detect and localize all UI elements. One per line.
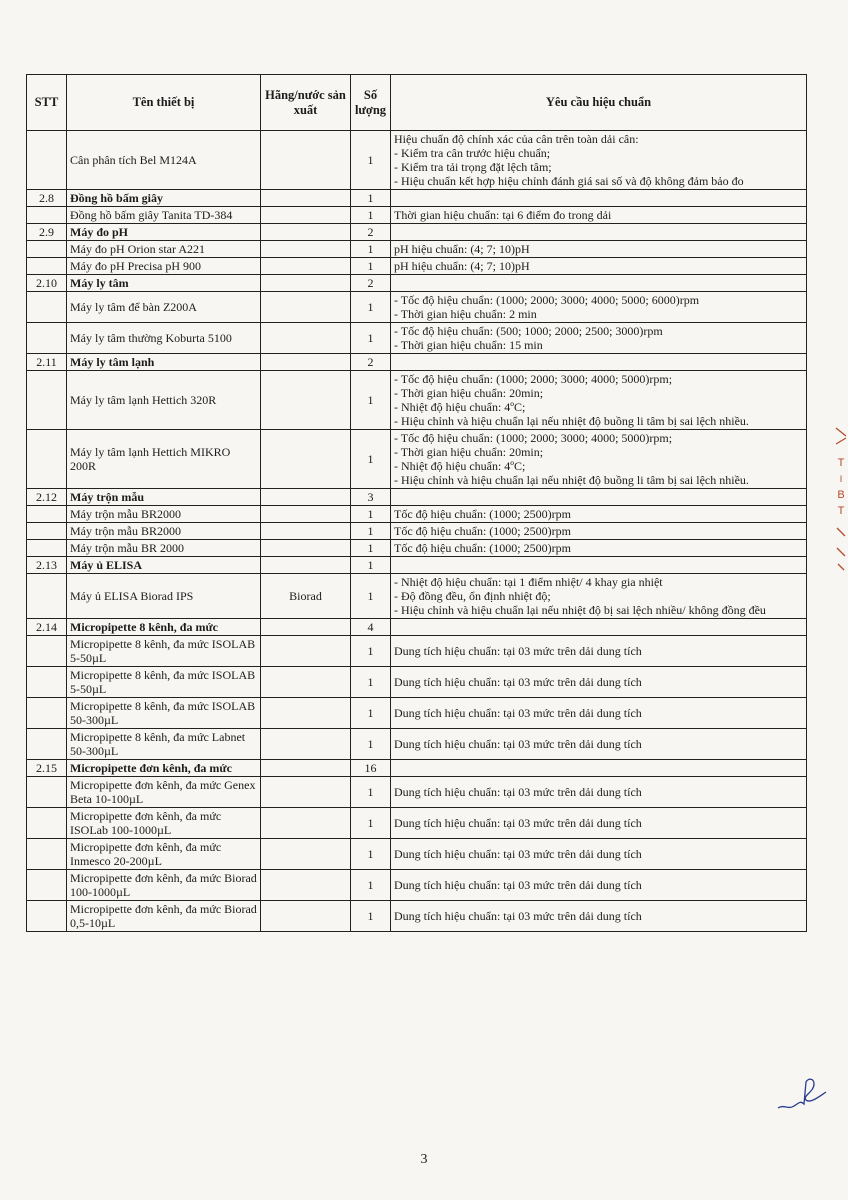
row-manufacturer bbox=[261, 901, 351, 932]
requirement-line: Tốc độ hiệu chuẩn: (1000; 2500)rpm bbox=[394, 524, 571, 538]
requirement-line: Dung tích hiệu chuẩn: tại 03 mức trên dải dung tích bbox=[394, 878, 642, 892]
row-device-name: Micropipette đơn kênh, đa mức Genex Beta 10-100µL bbox=[67, 777, 261, 808]
row-requirements bbox=[391, 523, 807, 540]
header-manufacturer: Hãng/nước sản xuất bbox=[261, 75, 351, 131]
requirement-line: - Thời gian hiệu chuẩn: 15 min bbox=[394, 338, 543, 352]
requirement-line: - Thời gian hiệu chuẩn: 20min; bbox=[394, 445, 544, 459]
row-stt bbox=[27, 292, 67, 323]
row-stt bbox=[27, 729, 67, 760]
table-row bbox=[27, 729, 807, 760]
table-header-row bbox=[27, 75, 807, 131]
side-stamp-mark bbox=[834, 424, 848, 578]
table-row bbox=[27, 777, 807, 808]
row-manufacturer bbox=[261, 323, 351, 354]
row-manufacturer bbox=[261, 506, 351, 523]
row-requirements bbox=[391, 506, 807, 523]
group-row bbox=[27, 557, 807, 574]
row-manufacturer bbox=[261, 523, 351, 540]
requirement-line: - Nhiệt độ hiệu chuẩn: tại 1 điểm nhiệt/ 4 khay gia nhiệt bbox=[394, 575, 663, 589]
row-quantity: 1 bbox=[351, 729, 391, 760]
row-device-name: Cân phân tích Bel M124A bbox=[67, 131, 261, 190]
row-quantity: 1 bbox=[351, 241, 391, 258]
requirement-line: - Thời gian hiệu chuẩn: 2 min bbox=[394, 307, 537, 321]
row-quantity: 1 bbox=[351, 258, 391, 275]
row-requirements bbox=[391, 430, 807, 489]
requirement-line: Dung tích hiệu chuẩn: tại 03 mức trên dải dung tích bbox=[394, 847, 642, 861]
table-row bbox=[27, 292, 807, 323]
requirement-line: - Độ đồng đều, ổn định nhiệt độ; bbox=[394, 589, 551, 603]
row-manufacturer bbox=[261, 258, 351, 275]
row-device-name: Máy trộn mẫu BR2000 bbox=[67, 506, 261, 523]
row-requirements bbox=[391, 292, 807, 323]
row-stt bbox=[27, 574, 67, 619]
table-row bbox=[27, 430, 807, 489]
row-quantity: 1 bbox=[351, 574, 391, 619]
row-manufacturer bbox=[261, 354, 351, 371]
row-requirements bbox=[391, 224, 807, 241]
row-device-name: Micropipette 8 kênh, đa mức ISOLAB 50-300µL bbox=[67, 698, 261, 729]
row-stt bbox=[27, 371, 67, 430]
table-row bbox=[27, 698, 807, 729]
requirement-line: - Hiệu chỉnh và hiệu chuẩn lại nếu nhiệt độ buồng li tâm bị sai lệch nhiều. bbox=[394, 414, 749, 428]
row-requirements bbox=[391, 839, 807, 870]
row-quantity: 1 bbox=[351, 540, 391, 557]
initials-signature bbox=[770, 1074, 830, 1119]
row-requirements bbox=[391, 190, 807, 207]
row-device-name: Đồng hồ bấm giây bbox=[67, 190, 261, 207]
row-requirements bbox=[391, 131, 807, 190]
row-stt bbox=[27, 839, 67, 870]
table-row bbox=[27, 808, 807, 839]
requirement-line: - Tốc độ hiệu chuẩn: (500; 1000; 2000; 2500; 3000)rpm bbox=[394, 324, 663, 338]
row-device-name: Micropipette 8 kênh, đa mức Labnet 50-300µL bbox=[67, 729, 261, 760]
table-row bbox=[27, 131, 807, 190]
table-row bbox=[27, 523, 807, 540]
group-row bbox=[27, 275, 807, 292]
requirement-line: - Tốc độ hiệu chuẩn: (1000; 2000; 3000; 4000; 5000)rpm; bbox=[394, 372, 673, 386]
header-quantity: Số lượng bbox=[351, 75, 391, 131]
row-manufacturer bbox=[261, 698, 351, 729]
table-row bbox=[27, 574, 807, 619]
row-stt: 2.12 bbox=[27, 489, 67, 506]
row-requirements bbox=[391, 258, 807, 275]
row-device-name: Micropipette đơn kênh, đa mức ISOLab 100-1000µL bbox=[67, 808, 261, 839]
row-device-name: Máy trộn mẫu bbox=[67, 489, 261, 506]
row-stt bbox=[27, 698, 67, 729]
row-manufacturer bbox=[261, 540, 351, 557]
requirement-line: Thời gian hiệu chuẩn: tại 6 điểm đo trong dải bbox=[394, 208, 612, 222]
row-requirements bbox=[391, 489, 807, 506]
table-row bbox=[27, 901, 807, 932]
row-quantity: 16 bbox=[351, 760, 391, 777]
row-quantity: 2 bbox=[351, 275, 391, 292]
row-quantity: 1 bbox=[351, 371, 391, 430]
row-device-name: Máy ly tâm bbox=[67, 275, 261, 292]
row-stt: 2.14 bbox=[27, 619, 67, 636]
row-stt bbox=[27, 506, 67, 523]
row-quantity: 1 bbox=[351, 557, 391, 574]
table-row bbox=[27, 839, 807, 870]
row-stt bbox=[27, 430, 67, 489]
group-row bbox=[27, 760, 807, 777]
row-quantity: 1 bbox=[351, 430, 391, 489]
requirement-line: - Tốc độ hiệu chuẩn: (1000; 2000; 3000; 4000; 5000)rpm; bbox=[394, 431, 673, 445]
document-page bbox=[26, 74, 806, 932]
row-requirements bbox=[391, 729, 807, 760]
row-quantity: 2 bbox=[351, 224, 391, 241]
group-row bbox=[27, 190, 807, 207]
row-device-name: Máy ly tâm lạnh Hettich MIKRO 200R bbox=[67, 430, 261, 489]
header-device-name: Tên thiết bị bbox=[67, 75, 261, 131]
row-manufacturer bbox=[261, 636, 351, 667]
row-device-name: Micropipette đơn kênh, đa mức Biorad 0,5-10µL bbox=[67, 901, 261, 932]
row-stt: 2.8 bbox=[27, 190, 67, 207]
row-manufacturer bbox=[261, 430, 351, 489]
requirement-line: Dung tích hiệu chuẩn: tại 03 mức trên dải dung tích bbox=[394, 644, 642, 658]
row-stt: 2.15 bbox=[27, 760, 67, 777]
table-row bbox=[27, 371, 807, 430]
row-stt: 2.9 bbox=[27, 224, 67, 241]
row-stt: 2.10 bbox=[27, 275, 67, 292]
row-device-name: Máy trộn mẫu BR 2000 bbox=[67, 540, 261, 557]
row-manufacturer bbox=[261, 292, 351, 323]
row-device-name: Đồng hồ bấm giây Tanita TD-384 bbox=[67, 207, 261, 224]
row-quantity: 1 bbox=[351, 292, 391, 323]
row-manufacturer bbox=[261, 489, 351, 506]
requirement-line: - Thời gian hiệu chuẩn: 20min; bbox=[394, 386, 544, 400]
requirement-line: Dung tích hiệu chuẩn: tại 03 mức trên dải dung tích bbox=[394, 737, 642, 751]
row-requirements bbox=[391, 698, 807, 729]
row-quantity: 2 bbox=[351, 354, 391, 371]
row-device-name: Máy đo pH Precisa pH 900 bbox=[67, 258, 261, 275]
row-device-name: Máy đo pH bbox=[67, 224, 261, 241]
row-stt bbox=[27, 870, 67, 901]
signature-icon bbox=[770, 1074, 830, 1114]
row-device-name: Micropipette 8 kênh, đa mức ISOLAB 5-50µL bbox=[67, 667, 261, 698]
svg-text:T: T bbox=[837, 457, 845, 469]
header-stt: STT bbox=[27, 75, 67, 131]
group-row bbox=[27, 224, 807, 241]
group-row bbox=[27, 354, 807, 371]
row-requirements bbox=[391, 901, 807, 932]
table-body bbox=[27, 131, 807, 932]
row-quantity: 1 bbox=[351, 323, 391, 354]
requirement-line: - Hiệu chỉnh và hiệu chuẩn lại nếu nhiệt độ bị sai lệch nhiều/ không đồng đều bbox=[394, 603, 766, 617]
row-manufacturer bbox=[261, 729, 351, 760]
row-requirements bbox=[391, 808, 807, 839]
row-manufacturer bbox=[261, 224, 351, 241]
row-stt bbox=[27, 540, 67, 557]
row-device-name: Micropipette 8 kênh, đa mức ISOLAB 5-50µL bbox=[67, 636, 261, 667]
svg-text:T: T bbox=[837, 505, 845, 517]
row-quantity: 1 bbox=[351, 523, 391, 540]
row-device-name: Máy ủ ELISA bbox=[67, 557, 261, 574]
row-device-name: Máy ly tâm lạnh bbox=[67, 354, 261, 371]
row-manufacturer bbox=[261, 839, 351, 870]
row-quantity: 4 bbox=[351, 619, 391, 636]
row-device-name: Micropipette đơn kênh, đa mức Biorad 100-1000µL bbox=[67, 870, 261, 901]
row-stt bbox=[27, 901, 67, 932]
requirement-line: - Tốc độ hiệu chuẩn: (1000; 2000; 3000; 4000; 5000; 6000)rpm bbox=[394, 293, 700, 307]
table-row bbox=[27, 636, 807, 667]
calibration-table bbox=[26, 74, 807, 932]
row-manufacturer bbox=[261, 190, 351, 207]
row-manufacturer: Biorad bbox=[261, 574, 351, 619]
row-manufacturer bbox=[261, 777, 351, 808]
requirement-line: pH hiệu chuẩn: (4; 7; 10)pH bbox=[394, 242, 530, 256]
header-calibration-requirements: Yêu cầu hiệu chuẩn bbox=[391, 75, 807, 131]
svg-text:I: I bbox=[839, 474, 843, 484]
row-requirements bbox=[391, 323, 807, 354]
row-quantity: 1 bbox=[351, 636, 391, 667]
row-requirements bbox=[391, 207, 807, 224]
row-quantity: 1 bbox=[351, 839, 391, 870]
table-row bbox=[27, 540, 807, 557]
row-requirements bbox=[391, 870, 807, 901]
requirement-line: Dung tích hiệu chuẩn: tại 03 mức trên dải dung tích bbox=[394, 675, 642, 689]
row-stt: 2.13 bbox=[27, 557, 67, 574]
row-stt bbox=[27, 777, 67, 808]
row-manufacturer bbox=[261, 275, 351, 292]
row-stt bbox=[27, 636, 67, 667]
row-requirements bbox=[391, 241, 807, 258]
row-requirements bbox=[391, 574, 807, 619]
row-requirements bbox=[391, 354, 807, 371]
row-quantity: 1 bbox=[351, 190, 391, 207]
row-manufacturer bbox=[261, 207, 351, 224]
row-requirements bbox=[391, 557, 807, 574]
row-device-name: Micropipette đơn kênh, đa mức Inmesco 20-200µL bbox=[67, 839, 261, 870]
row-stt bbox=[27, 667, 67, 698]
row-manufacturer bbox=[261, 667, 351, 698]
row-device-name: Micropipette 8 kênh, đa mức bbox=[67, 619, 261, 636]
page-number: 3 bbox=[420, 1152, 428, 1167]
row-manufacturer bbox=[261, 619, 351, 636]
row-manufacturer bbox=[261, 808, 351, 839]
row-stt bbox=[27, 207, 67, 224]
row-stt bbox=[27, 241, 67, 258]
row-quantity: 1 bbox=[351, 698, 391, 729]
row-stt bbox=[27, 323, 67, 354]
requirement-line: Dung tích hiệu chuẩn: tại 03 mức trên dải dung tích bbox=[394, 909, 642, 923]
row-requirements bbox=[391, 371, 807, 430]
row-stt bbox=[27, 523, 67, 540]
row-requirements bbox=[391, 760, 807, 777]
requirement-line: - Kiểm tra cân trước hiệu chuẩn; bbox=[394, 146, 551, 160]
row-requirements bbox=[391, 777, 807, 808]
row-requirements bbox=[391, 619, 807, 636]
row-quantity: 1 bbox=[351, 207, 391, 224]
requirement-line: Dung tích hiệu chuẩn: tại 03 mức trên dải dung tích bbox=[394, 785, 642, 799]
row-quantity: 1 bbox=[351, 506, 391, 523]
row-manufacturer bbox=[261, 870, 351, 901]
row-quantity: 3 bbox=[351, 489, 391, 506]
row-manufacturer bbox=[261, 241, 351, 258]
row-device-name: Micropipette đơn kênh, đa mức bbox=[67, 760, 261, 777]
row-device-name: Máy trộn mẫu BR2000 bbox=[67, 523, 261, 540]
table-row bbox=[27, 241, 807, 258]
svg-text:B: B bbox=[837, 489, 845, 501]
row-stt bbox=[27, 808, 67, 839]
requirement-line: - Nhiệt độ hiệu chuẩn: 4ºC; bbox=[394, 459, 526, 473]
requirement-line: - Hiệu chuẩn kết hợp hiệu chỉnh đánh giá sai số và độ không đảm bảo đo bbox=[394, 174, 744, 188]
row-device-name: Máy ly tâm để bàn Z200A bbox=[67, 292, 261, 323]
row-device-name: Máy ly tâm thường Koburta 5100 bbox=[67, 323, 261, 354]
requirement-line: - Hiệu chỉnh và hiệu chuẩn lại nếu nhiệt độ buồng li tâm bị sai lệch nhiều. bbox=[394, 473, 749, 487]
row-stt bbox=[27, 131, 67, 190]
table-row bbox=[27, 323, 807, 354]
row-requirements bbox=[391, 636, 807, 667]
row-quantity: 1 bbox=[351, 901, 391, 932]
table-row bbox=[27, 506, 807, 523]
row-quantity: 1 bbox=[351, 667, 391, 698]
row-requirements bbox=[391, 540, 807, 557]
row-manufacturer bbox=[261, 131, 351, 190]
row-stt: 2.11 bbox=[27, 354, 67, 371]
row-device-name: Máy ủ ELISA Biorad IPS bbox=[67, 574, 261, 619]
requirement-line: Dung tích hiệu chuẩn: tại 03 mức trên dải dung tích bbox=[394, 816, 642, 830]
row-device-name: Máy đo pH Orion star A221 bbox=[67, 241, 261, 258]
row-manufacturer bbox=[261, 371, 351, 430]
requirement-line: - Kiểm tra tải trọng đặt lệch tâm; bbox=[394, 160, 552, 174]
group-row bbox=[27, 619, 807, 636]
requirement-line: Hiệu chuẩn độ chính xác của cân trên toàn dải cân: bbox=[394, 132, 639, 146]
row-quantity: 1 bbox=[351, 777, 391, 808]
red-stamp-edge-icon bbox=[834, 424, 848, 574]
group-row bbox=[27, 489, 807, 506]
row-device-name: Máy ly tâm lạnh Hettich 320R bbox=[67, 371, 261, 430]
row-requirements bbox=[391, 275, 807, 292]
row-manufacturer bbox=[261, 760, 351, 777]
requirement-line: Tốc độ hiệu chuẩn: (1000; 2500)rpm bbox=[394, 541, 571, 555]
table-row bbox=[27, 870, 807, 901]
row-manufacturer bbox=[261, 557, 351, 574]
row-quantity: 1 bbox=[351, 808, 391, 839]
table-row bbox=[27, 667, 807, 698]
requirement-line: pH hiệu chuẩn: (4; 7; 10)pH bbox=[394, 259, 530, 273]
table-row bbox=[27, 258, 807, 275]
requirement-line: Tốc độ hiệu chuẩn: (1000; 2500)rpm bbox=[394, 507, 571, 521]
row-requirements bbox=[391, 667, 807, 698]
table-row bbox=[27, 207, 807, 224]
row-stt bbox=[27, 258, 67, 275]
row-quantity: 1 bbox=[351, 131, 391, 190]
requirement-line: Dung tích hiệu chuẩn: tại 03 mức trên dải dung tích bbox=[394, 706, 642, 720]
row-quantity: 1 bbox=[351, 870, 391, 901]
requirement-line: - Nhiệt độ hiệu chuẩn: 4ºC; bbox=[394, 400, 526, 414]
